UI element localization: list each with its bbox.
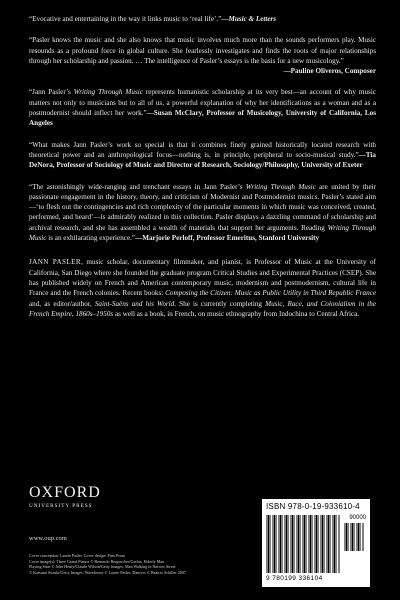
barcode-bar [324,515,325,573]
quote-4-text: “What makes Jann Pasler’s work so special is that it combines finely grained historically located research with theoretical power and an anthropological focus—nothing is, in principle, peripheral to socio-musical study.” [29,140,376,159]
quote-1-text: “Evocative and entertaining in the way it links music to ‘real life’.” [29,15,222,23]
barcode-bar [280,515,282,573]
quote-3-text-start: “Jann Pasler’s [29,88,74,97]
barcode-bar [270,515,271,573]
quote-5-text-middle: are united by their passionate engagement in the history, theory, and criticism of Modernist and Postmodernist musics. Pasler’s stated aim—‘to flesh out the contingencies and rich complexity of the particular moments in which music was conceived, created, performed, and heard’—is admirably realized in this collection. Pasler displays a dazzling command of scholarship and archival research, and she has assembled a wealth of materials that support her arguments. Reading [29,182,376,232]
barcode-bar [294,515,295,573]
cover-credits [29,553,259,575]
credit-line: Playing Sitar © John Henry/Claude Wilson/Getty Images; Man Walking in Narrow Street [29,564,176,570]
barcode-bar [306,515,307,573]
quote-5-attribution: —Marjorie Perloff, Professor Emeritus, Stanford University [135,234,320,243]
quote-4-attribution: —Tia DeNora, Professor of Sociology of Music and Director of Research, Sociology/Philosophy, University of Exeter [29,150,376,170]
barcode-bar [328,515,330,573]
author-name: JANN PASLER [29,258,82,267]
barcode-bar [346,523,348,551]
publisher-logo-sub: UNIVERSITY PRESS [29,503,93,509]
quote-2 [29,35,376,76]
price-barcode [344,523,364,551]
bio-text-4: as well as a book, in French, on music ethnography from Indochina to Central Africa. [113,309,360,318]
barcode-bar [362,523,363,551]
credit-line: Cover image(s): Three Grand Pianos © Bernardo Bergeucher/Corbis; Elderly Man [29,558,165,564]
quote-5 [29,182,376,244]
barcode-digits: 9 780199 336104 [266,575,323,582]
barcode-bar [308,515,309,573]
barcode-bar [298,515,300,573]
quote-5-book-title: Writing Through Music [245,182,316,191]
barcode-bar [330,515,331,573]
credit-line: Cover conception: Laurie Pasler. Cover design: Pam Pease [29,553,126,558]
barcode-bar [316,515,318,573]
bio-book-1: Composing the Citizen: Music as Public Utility in Third Republic France [165,289,376,298]
publisher-url: www.oup.com [29,535,67,542]
quote-2-text: “Pasler knows the music and she also knows that music involves much more than the sounds performers play. Music resounds as a profound force in global culture. She fearlessly investigates and finds the roots of major relationships through her scholarship and passion. … The intelligence of Pasler’s essays is the basis for a new musicology.” [29,36,376,65]
barcode-bar [268,515,270,573]
barcode-bar [338,515,339,573]
quote-3 [29,87,376,128]
barcode-bar [266,515,267,573]
publisher-logo-main: OXFORD [29,484,101,501]
barcode-bar [282,515,283,573]
barcode-bar [336,515,337,573]
barcode-bar [272,515,273,573]
barcode-bar [312,515,313,573]
barcode-bar [286,515,288,573]
barcode-bar [274,515,276,573]
bio-text-1: , music scholar, documentary filmmaker, and pianist, is Professor of Music at the University of California, San Diego where she founded the graduate program Critical Studies and Experimental Practices (CSEP). She has published widely on French and American contemporary music, modernism and postmodernism, cultural life in France and the French colonies. Recent books: [29,258,376,298]
barcode-bar [356,523,357,551]
barcode-bar [348,523,349,551]
back-cover-text [29,14,376,330]
quote-1 [29,14,376,24]
quote-5-book-title-2: Writing Through Music [29,223,376,243]
quote-5-text-end: is an exhilarating experience.” [46,234,136,243]
publisher-logo [29,485,99,509]
author-bio [29,257,376,319]
bio-text-2: and, as editor/author, [29,299,95,308]
quote-5-text-start: “The astonishingly wide-ranging and trenchant essays in Jann Pasler’s [29,182,246,191]
barcode-bar [284,515,285,573]
barcode-bar [318,515,319,573]
barcode-bar [334,515,336,573]
bio-book-3: Music, Race, and Colonialism in the French Empire, 1860s–1950s [29,299,377,318]
barcode-bar [322,515,324,573]
barcode-bar [292,515,294,573]
barcode-bar [310,515,312,573]
barcode-bar [276,515,277,573]
barcode-bar [302,515,303,573]
quote-3-attribution: —Susan McClary, Professor of Musicology, University of California, Los Angeles [29,109,376,128]
barcode-bar [344,523,345,551]
bio-text-3: . She is currently completing [174,299,266,308]
quote-4 [29,140,376,171]
barcode-bar [340,515,341,573]
barcode-bar [360,523,361,551]
quote-3-book-title: Writing Through Music [73,88,143,97]
barcode-bar [278,515,279,573]
bio-book-2: Saint-Saëns and his World [94,299,175,308]
barcode-bar [290,515,291,573]
barcode-bar [304,515,306,573]
barcode-bar [352,523,354,551]
barcode-bar [354,523,355,551]
barcode-bar [320,515,321,573]
isbn-label: ISBN 978-0-19-933610-4 [266,502,360,511]
price-code-label: 90000 [349,515,366,521]
barcode-bar [332,515,333,573]
cover-footer [29,485,376,595]
quote-3-text-end: represents humanistic scholarship at its very best—an account of why music matters not only to musicians but to all of us, a powerful explanation of why her identifications as a woman and as a postmodernist should inflect her work.” [29,88,376,118]
barcode-bar [300,515,301,573]
barcode-bar [288,515,289,573]
barcode-panel [262,499,370,587]
barcode-bar [326,515,327,573]
barcode-bar [314,515,315,573]
barcode-bar [350,523,351,551]
ean-barcode [266,515,340,573]
barcode-bar [296,515,297,573]
barcode-bar [364,523,365,551]
quote-1-attribution: —Music & Letters [221,15,277,23]
credit-line: © Katsumi Suzuki/Getty Images; Waveforms © Laurie Pasler; Dancers © Beatrix Schiller 2007. [29,569,187,575]
barcode-bar [358,523,360,551]
quote-2-attribution: —Pauline Oliveros, Composer [283,67,376,76]
